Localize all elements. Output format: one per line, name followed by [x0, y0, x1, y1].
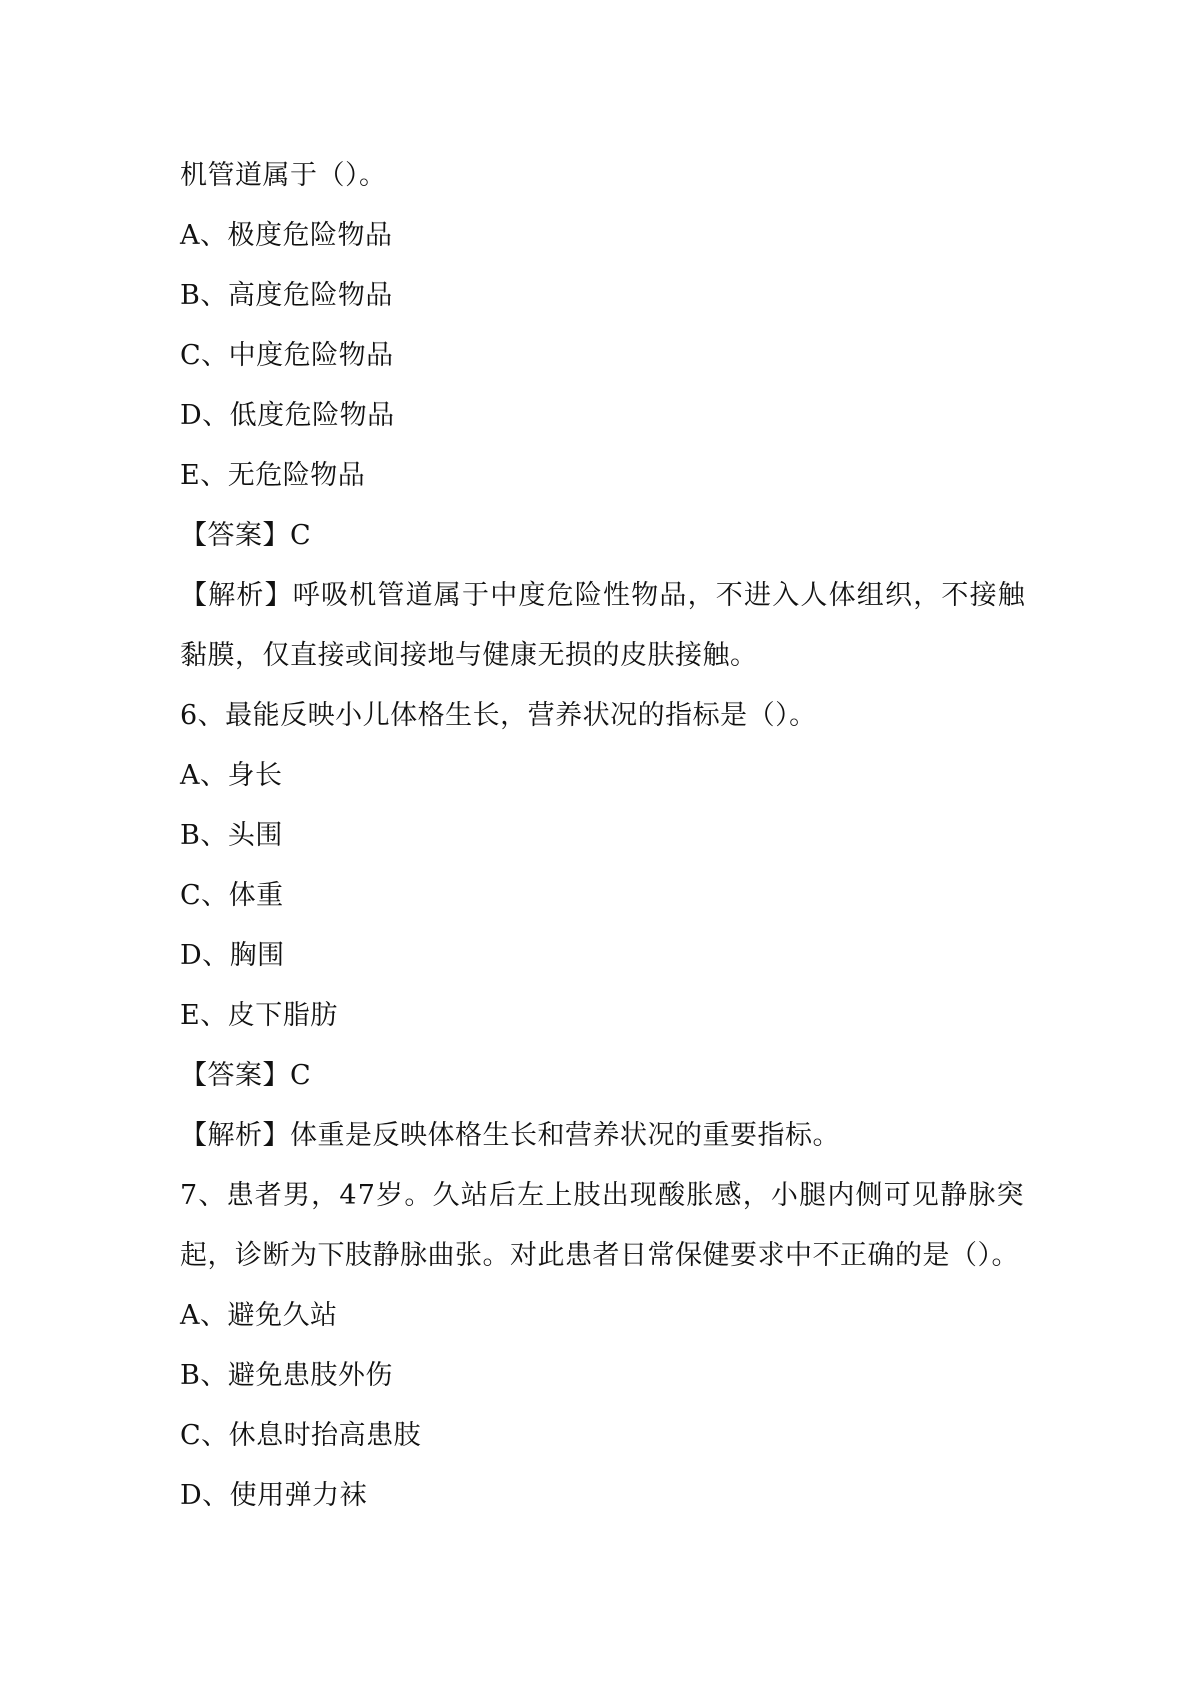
option-line: B、头围: [180, 820, 283, 851]
explanation-line: 黏膜，仅直接或间接地与健康无损的皮肤接触。: [180, 640, 758, 671]
option-line: D、低度危险物品: [180, 400, 395, 431]
question-line: 7、患者男，47岁。久站后左上肢出现酸胀感，小腿内侧可见静脉突: [180, 1180, 1025, 1211]
answer-line: 【答案】C: [180, 1060, 312, 1091]
option-line: D、胸围: [180, 940, 285, 971]
option-line: C、休息时抬高患肢: [180, 1420, 422, 1451]
option-line: A、极度危险物品: [180, 220, 393, 251]
option-line: E、无危险物品: [180, 460, 366, 491]
answer-line: 【答案】C: [180, 520, 312, 551]
option-line: A、避免久站: [180, 1300, 338, 1331]
explanation-line: 【解析】体重是反映体格生长和营养状况的重要指标。: [180, 1120, 840, 1151]
option-line: D、使用弹力袜: [180, 1480, 368, 1511]
text-line: 机管道属于（）。: [180, 160, 387, 191]
option-line: E、皮下脂肪: [180, 1000, 338, 1031]
option-line: C、中度危险物品: [180, 340, 394, 371]
question-line: 起，诊断为下肢静脉曲张。对此患者日常保健要求中不正确的是（）。: [180, 1240, 1019, 1271]
option-line: B、避免患肢外伤: [180, 1360, 393, 1391]
option-line: C、体重: [180, 880, 284, 911]
explanation-line: 【解析】呼吸机管道属于中度危险性物品，不进入人体组织，不接触: [180, 580, 1026, 611]
option-line: B、高度危险物品: [180, 280, 393, 311]
option-line: A、身长: [180, 760, 283, 791]
question-line: 6、最能反映小儿体格生长，营养状况的指标是（）。: [180, 700, 817, 731]
